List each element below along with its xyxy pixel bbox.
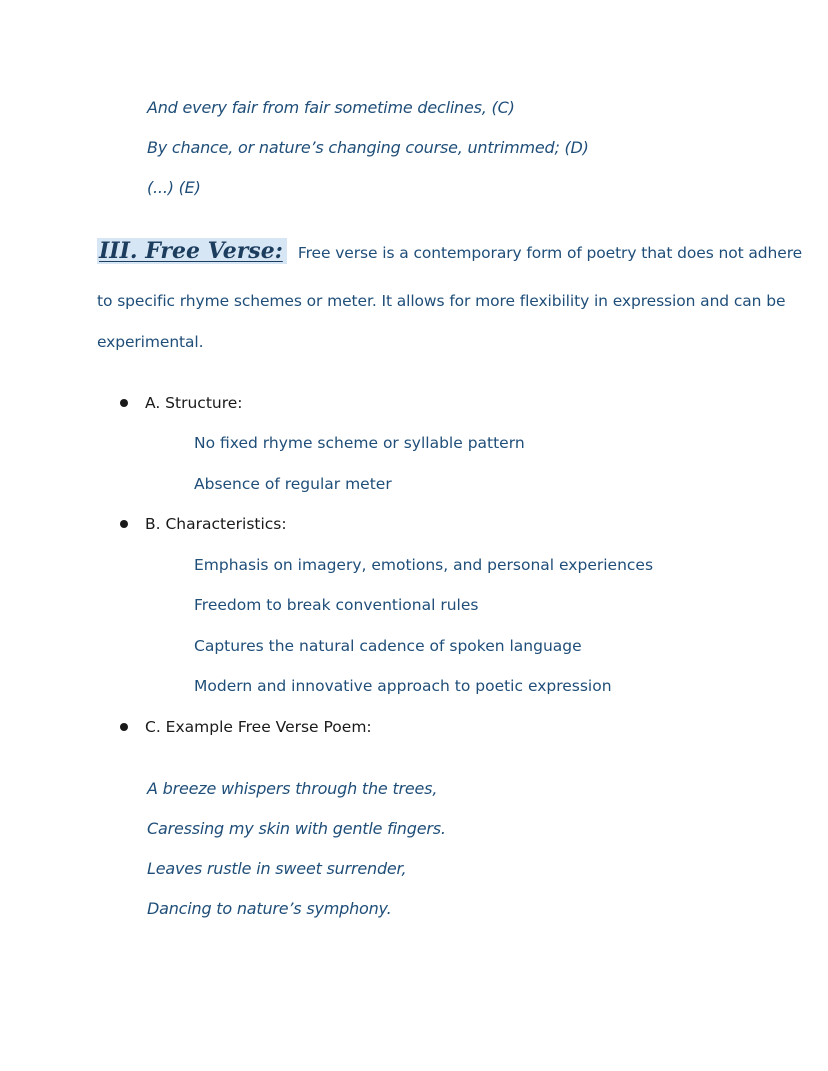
sub-list-item: Modern and innovative approach to poetic expression: [194, 677, 612, 695]
list-item-structure: [120, 394, 243, 412]
poem-line: Leaves rustle in sweet surrender,: [147, 859, 407, 878]
list-item-example: [120, 718, 372, 736]
sub-list-item: Emphasis on imagery, emotions, and personal experiences: [194, 556, 654, 574]
bullet-icon: [120, 399, 128, 407]
section-heading-row: [97, 238, 802, 264]
poem-line: By chance, or nature’s changing course, untrimmed; (D): [147, 138, 589, 157]
sub-list-item: Freedom to break conventional rules: [194, 596, 479, 614]
section-intro-continued: to specific rhyme schemes or meter. It allows for more flexibility in expression and can be: [97, 292, 786, 310]
section-intro-continued: experimental.: [97, 333, 204, 351]
poem-line: And every fair from fair sometime declines, (C): [147, 98, 515, 117]
list-item-characteristics: [120, 515, 287, 533]
poem-line: Dancing to nature’s symphony.: [147, 899, 392, 918]
bullet-icon: [120, 723, 128, 731]
list-item-label: A. Structure:: [145, 394, 243, 412]
section-intro: Free verse is a contemporary form of poetry that does not adhere: [297, 244, 803, 262]
poem-line: A breeze whispers through the trees,: [147, 779, 438, 798]
sub-list-item: No fixed rhyme scheme or syllable pattern: [194, 434, 525, 452]
bullet-icon: [120, 520, 128, 528]
poem-line: Caressing my skin with gentle fingers.: [147, 819, 446, 838]
section-heading: III. Free Verse:: [97, 238, 287, 264]
list-item-label: C. Example Free Verse Poem:: [145, 718, 372, 736]
sub-list-item: Captures the natural cadence of spoken language: [194, 637, 582, 655]
poem-line: (...) (E): [147, 178, 201, 197]
sub-list-item: Absence of regular meter: [194, 475, 392, 493]
list-item-label: B. Characteristics:: [145, 515, 287, 533]
